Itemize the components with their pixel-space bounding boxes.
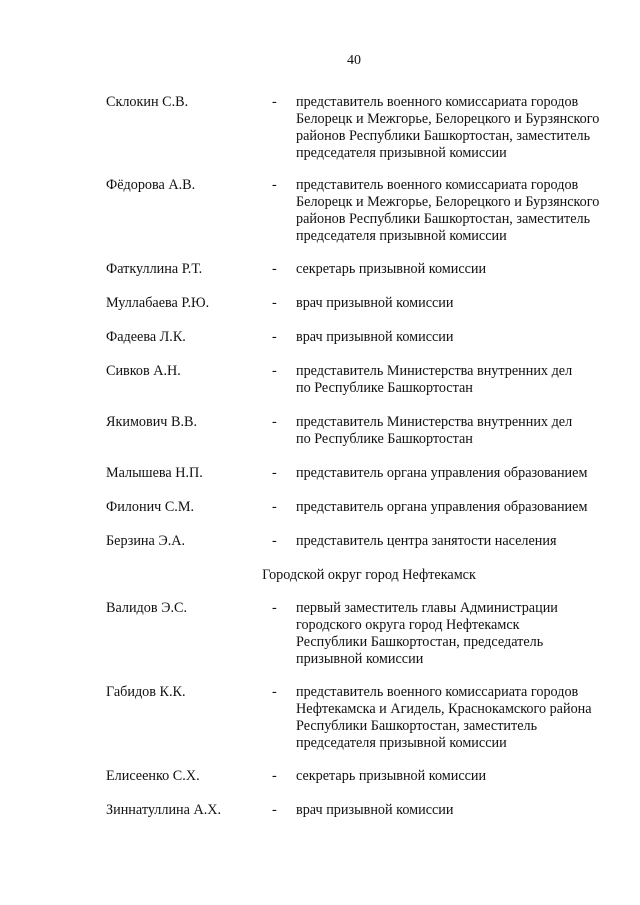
member-role (296, 465, 628, 482)
role-line: председателя призывной комиссии (296, 228, 507, 244)
role-line: представитель Министерства внутренних дел (296, 363, 573, 379)
member-name: Муллабаева Р.Ю. (106, 295, 210, 311)
member-name: Якимович В.В. (106, 414, 198, 430)
role-line: председателя призывной комиссии (296, 735, 507, 751)
role-line: представитель военного комиссариата городов (296, 177, 579, 193)
member-dash: - (272, 684, 277, 700)
member-role (296, 684, 628, 752)
role-line: Белорецк и Межгорье, Белорецкого и Бурзянского (296, 111, 600, 127)
member-role (296, 261, 628, 278)
role-line: Нефтекамска и Агидель, Краснокамского района (296, 701, 592, 717)
member-name: Склокин С.В. (106, 94, 189, 110)
role-line: по Республике Башкортостан (296, 431, 473, 447)
member-dash: - (272, 94, 277, 110)
role-line: представитель органа управления образованием (296, 465, 588, 481)
role-line: районов Республики Башкортостан, заместитель (296, 211, 591, 227)
role-line: секретарь призывной комиссии (296, 261, 487, 277)
role-line: Республики Башкортостан, заместитель (296, 718, 538, 734)
role-line: призывной комиссии (296, 651, 424, 667)
member-name: Фёдорова А.В. (106, 177, 196, 193)
role-line: по Республике Башкортостан (296, 380, 473, 396)
member-dash: - (272, 768, 277, 784)
member-name: Зиннатуллина А.Х. (106, 802, 222, 818)
role-line: Республики Башкортостан, председатель (296, 634, 544, 650)
member-role (296, 94, 628, 162)
member-name: Малышева Н.П. (106, 465, 203, 481)
member-name: Елисеенко С.Х. (106, 768, 200, 784)
member-dash: - (272, 177, 277, 193)
member-name: Валидов Э.С. (106, 600, 188, 616)
role-line: представитель Министерства внутренних дел (296, 414, 573, 430)
member-dash: - (272, 261, 277, 277)
member-name: Берзина Э.А. (106, 533, 186, 549)
role-line: секретарь призывной комиссии (296, 768, 487, 784)
member-role (296, 295, 628, 312)
member-role (296, 600, 628, 668)
member-name: Фаткуллина Р.Т. (106, 261, 203, 277)
page-number: 40 (347, 53, 361, 68)
role-line: представитель органа управления образованием (296, 499, 588, 515)
member-dash: - (272, 802, 277, 818)
role-line: районов Республики Башкортостан, заместитель (296, 128, 591, 144)
member-dash: - (272, 414, 277, 430)
role-line: представитель военного комиссариата городов (296, 94, 579, 110)
member-role (296, 414, 628, 448)
role-line: представитель военного комиссариата городов (296, 684, 579, 700)
member-dash: - (272, 465, 277, 481)
member-name: Фадеева Л.К. (106, 329, 186, 345)
section-heading: Городской округ город Нефтекамск (262, 567, 476, 583)
role-line: представитель центра занятости населения (296, 533, 557, 549)
member-role (296, 177, 628, 245)
member-role (296, 768, 628, 785)
member-dash: - (272, 363, 277, 379)
member-role (296, 363, 628, 397)
member-dash: - (272, 533, 277, 549)
member-role (296, 329, 628, 346)
member-dash: - (272, 600, 277, 616)
member-dash: - (272, 295, 277, 311)
member-name: Сивков А.Н. (106, 363, 181, 379)
role-line: врач призывной комиссии (296, 329, 454, 345)
member-dash: - (272, 329, 277, 345)
member-dash: - (272, 499, 277, 515)
member-role (296, 802, 628, 819)
member-role (296, 533, 628, 550)
role-line: врач призывной комиссии (296, 802, 454, 818)
role-line: врач призывной комиссии (296, 295, 454, 311)
member-name: Габидов К.К. (106, 684, 186, 700)
role-line: председателя призывной комиссии (296, 145, 507, 161)
member-role (296, 499, 628, 516)
role-line: Белорецк и Межгорье, Белорецкого и Бурзянского (296, 194, 600, 210)
role-line: городского округа город Нефтекамск (296, 617, 520, 633)
member-name: Филонич С.М. (106, 499, 195, 515)
role-line: первый заместитель главы Администрации (296, 600, 558, 616)
